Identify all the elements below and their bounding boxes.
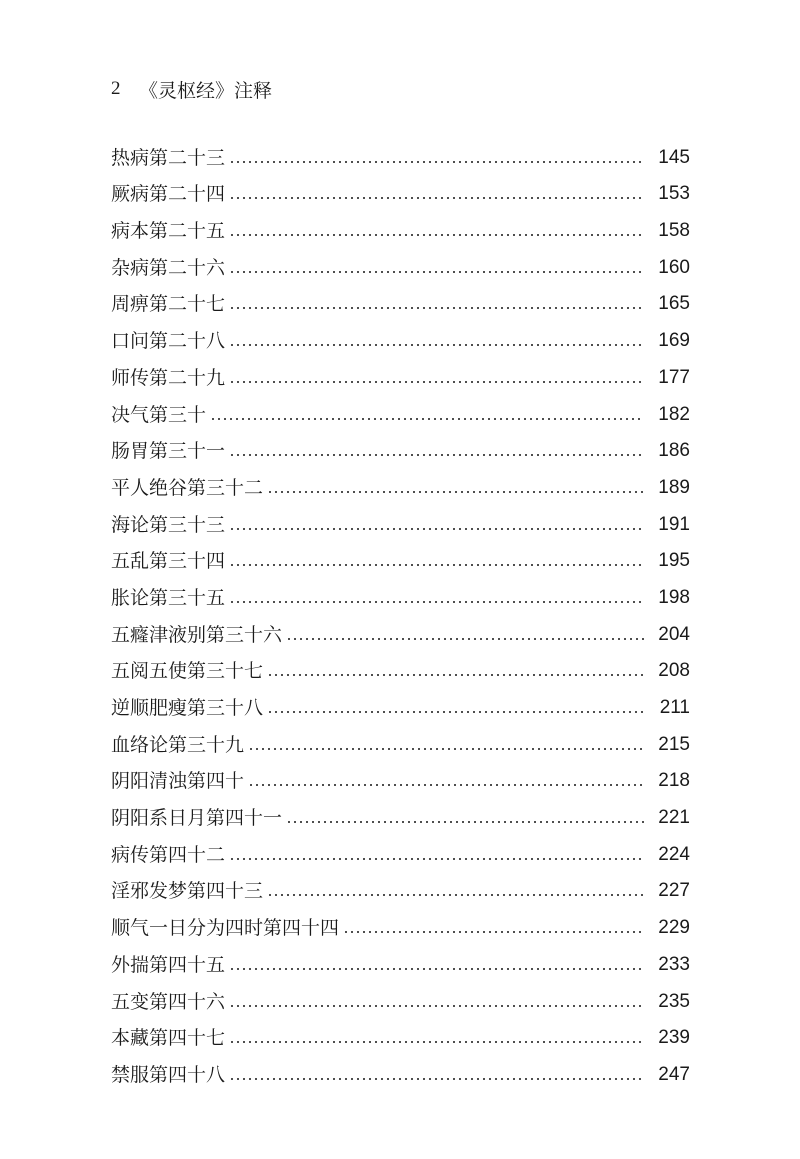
toc-entry-title: 禁服第四十八 bbox=[111, 1063, 226, 1086]
toc-entry-page: 229 bbox=[658, 917, 690, 939]
toc-entry bbox=[111, 683, 690, 720]
toc-entry-page: 182 bbox=[658, 403, 690, 425]
toc-entry-title: 杂病第二十六 bbox=[111, 256, 226, 279]
dot-leader bbox=[343, 931, 644, 933]
toc-entry-title: 厥病第二十四 bbox=[111, 183, 226, 206]
dot-leader bbox=[229, 197, 644, 199]
toc-entry bbox=[111, 170, 690, 207]
toc-entry bbox=[111, 537, 690, 574]
dot-leader bbox=[248, 748, 644, 750]
toc-entry-title: 热病第二十三 bbox=[111, 146, 226, 169]
dot-leader bbox=[267, 491, 644, 493]
toc-entry bbox=[111, 206, 690, 243]
toc-entry-page: 189 bbox=[658, 476, 690, 498]
toc-entry bbox=[111, 610, 690, 647]
toc-entry-title: 平人绝谷第三十二 bbox=[111, 476, 264, 499]
dot-leader bbox=[229, 564, 644, 566]
toc-entry-page: 208 bbox=[658, 660, 690, 682]
dot-leader bbox=[229, 1078, 644, 1080]
toc-entry-page: 247 bbox=[658, 1063, 690, 1085]
toc-entry-page: 191 bbox=[658, 513, 690, 535]
toc-entry-title: 病本第二十五 bbox=[111, 220, 226, 243]
toc-entry-page: 235 bbox=[658, 990, 690, 1012]
toc-entry bbox=[111, 830, 690, 867]
dot-leader bbox=[229, 307, 644, 309]
toc-entry bbox=[111, 133, 690, 170]
book-title: 《灵枢经》注释 bbox=[139, 79, 273, 102]
toc-entry-page: 195 bbox=[658, 550, 690, 572]
toc-entry-title: 血络论第三十九 bbox=[111, 733, 245, 756]
running-header bbox=[111, 74, 272, 104]
toc-entry bbox=[111, 463, 690, 500]
toc-entry bbox=[111, 427, 690, 464]
toc-entry-title: 淫邪发梦第四十三 bbox=[111, 880, 264, 903]
toc-entry-page: 204 bbox=[658, 623, 690, 645]
toc-entry-page: 145 bbox=[658, 146, 690, 168]
toc-entry-title: 阴阳系日月第四十一 bbox=[111, 807, 283, 830]
toc-entry-title: 顺气一日分为四时第四十四 bbox=[111, 917, 340, 940]
toc-entry-title: 阴阳清浊第四十 bbox=[111, 770, 245, 793]
toc-entry-title: 师传第二十九 bbox=[111, 366, 226, 389]
toc-entry-page: 211 bbox=[659, 697, 690, 718]
toc-entry-title: 本藏第四十七 bbox=[111, 1027, 226, 1050]
toc-entry-page: 227 bbox=[658, 880, 690, 902]
toc-entry-page: 186 bbox=[658, 440, 690, 462]
toc-entry-title: 五癃津液别第三十六 bbox=[111, 623, 283, 646]
toc-entry-title: 逆顺肥瘦第三十八 bbox=[111, 697, 264, 719]
toc-entry bbox=[111, 1014, 690, 1051]
toc-entry bbox=[111, 867, 690, 904]
dot-leader bbox=[229, 454, 644, 456]
toc-entry bbox=[111, 977, 690, 1014]
toc-entry-title: 口问第二十八 bbox=[111, 330, 226, 353]
toc-entry bbox=[111, 316, 690, 353]
toc-entry-title: 病传第四十二 bbox=[111, 843, 226, 866]
table-of-contents bbox=[111, 133, 690, 1087]
toc-entry-page: 158 bbox=[658, 220, 690, 242]
dot-leader bbox=[229, 601, 644, 603]
toc-entry-page: 221 bbox=[658, 807, 690, 829]
toc-entry bbox=[111, 243, 690, 280]
dot-leader bbox=[229, 344, 644, 346]
dot-leader bbox=[229, 528, 644, 530]
toc-entry-title: 周痹第二十七 bbox=[111, 293, 226, 316]
toc-entry-page: 224 bbox=[658, 843, 690, 865]
dot-leader bbox=[229, 858, 644, 860]
toc-entry-title: 胀论第三十五 bbox=[111, 586, 226, 609]
toc-entry-page: 177 bbox=[658, 366, 690, 388]
toc-entry-title: 外揣第四十五 bbox=[111, 953, 226, 976]
toc-entry bbox=[111, 720, 690, 757]
toc-entry bbox=[111, 280, 690, 317]
toc-entry bbox=[111, 1050, 690, 1087]
toc-entry bbox=[111, 353, 690, 390]
toc-entry-title: 决气第三十 bbox=[111, 403, 207, 426]
toc-entry-page: 160 bbox=[658, 256, 690, 278]
dot-leader bbox=[248, 784, 644, 786]
toc-entry-page: 165 bbox=[658, 293, 690, 315]
toc-entry-page: 215 bbox=[658, 733, 690, 755]
toc-entry-page: 153 bbox=[658, 183, 690, 205]
toc-entry bbox=[111, 500, 690, 537]
dot-leader bbox=[267, 894, 644, 896]
page-number: 2 bbox=[111, 78, 121, 99]
toc-entry-title: 五变第四十六 bbox=[111, 990, 226, 1013]
toc-entry bbox=[111, 757, 690, 794]
toc-entry-page: 218 bbox=[658, 770, 690, 792]
toc-entry-title: 海论第三十三 bbox=[111, 513, 226, 536]
dot-leader bbox=[229, 161, 644, 163]
toc-entry-page: 198 bbox=[658, 586, 690, 608]
toc-entry-page: 233 bbox=[658, 953, 690, 975]
toc-entry bbox=[111, 647, 690, 684]
dot-leader bbox=[229, 271, 644, 273]
dot-leader bbox=[229, 381, 644, 383]
dot-leader bbox=[229, 1041, 644, 1043]
dot-leader bbox=[229, 1005, 644, 1007]
toc-entry bbox=[111, 390, 690, 427]
toc-entry bbox=[111, 793, 690, 830]
toc-entry-title: 肠胃第三十一 bbox=[111, 440, 226, 463]
toc-entry bbox=[111, 573, 690, 610]
toc-entry-title: 五乱第三十四 bbox=[111, 550, 226, 573]
dot-leader bbox=[267, 711, 644, 713]
dot-leader bbox=[286, 821, 644, 823]
dot-leader bbox=[229, 234, 644, 236]
dot-leader bbox=[210, 418, 644, 420]
dot-leader bbox=[229, 968, 644, 970]
toc-entry-page: 239 bbox=[658, 1027, 690, 1049]
toc-entry-title: 五阅五使第三十七 bbox=[111, 660, 264, 683]
toc-entry bbox=[111, 940, 690, 977]
toc-entry bbox=[111, 903, 690, 940]
dot-leader bbox=[286, 638, 644, 640]
toc-entry-page: 169 bbox=[658, 330, 690, 352]
dot-leader bbox=[267, 674, 644, 676]
